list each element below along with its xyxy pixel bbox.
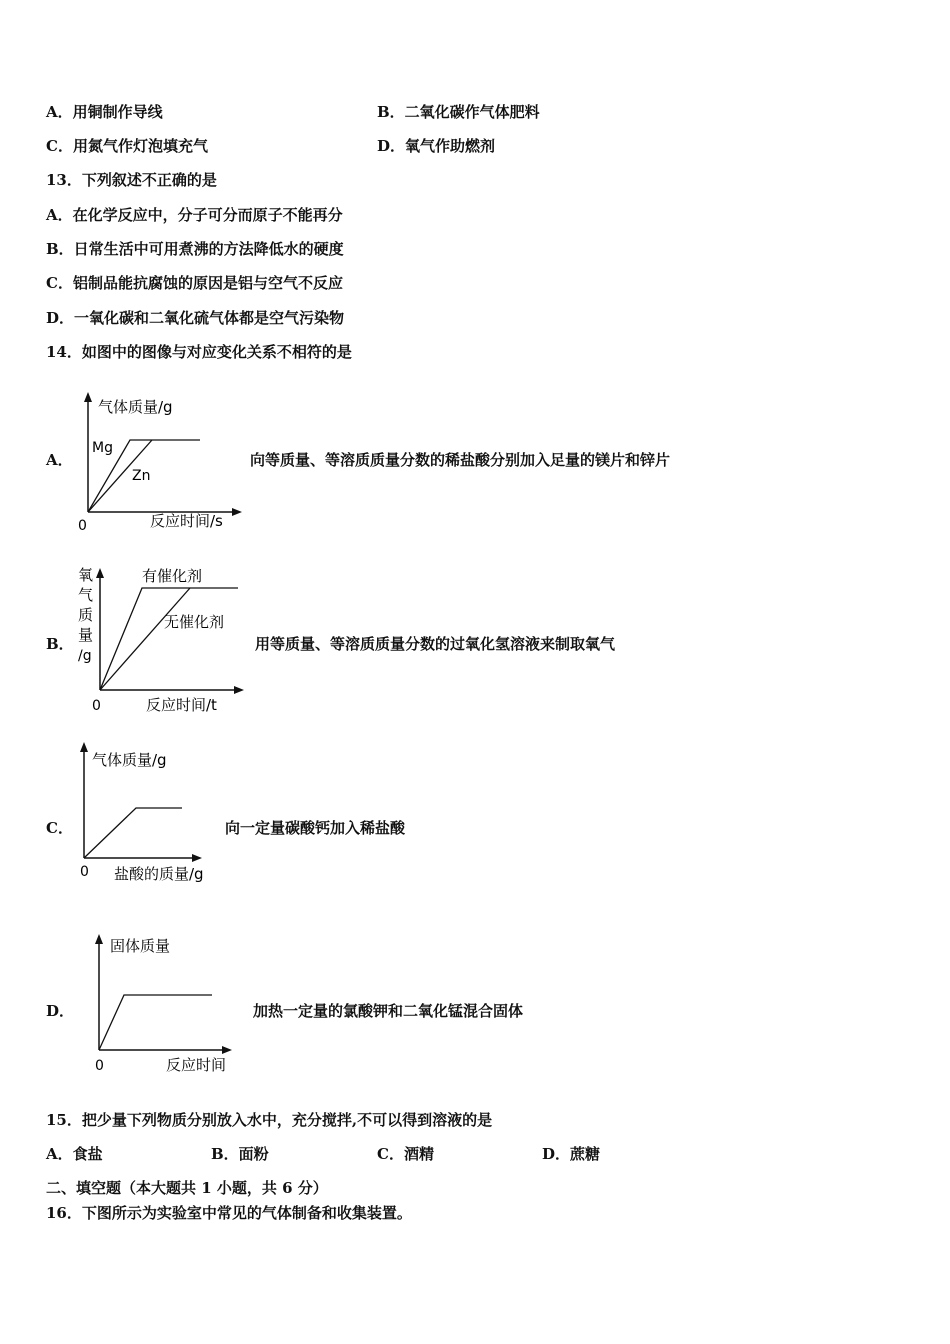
chart-a-y-arrow: [84, 392, 92, 402]
chart-a-x-arrow: [232, 508, 242, 516]
q16-stem: 16．下图所示为实验室中常见的气体制备和收集装置。: [46, 1204, 412, 1222]
chart-d-curve: [99, 995, 212, 1050]
chart-b-ylabel-1: 氧: [78, 566, 94, 584]
chart-b-y-arrow: [96, 568, 104, 578]
q14-stem: 14．如图中的图像与对应变化关系不相符的是: [46, 343, 352, 361]
q14-option-c-desc: 向一定量碳酸钙加入稀盐酸: [225, 819, 406, 837]
chart-b-ylabel-2: 气: [78, 586, 94, 604]
q12-option-b: B．二氧化碳作气体肥料: [377, 103, 540, 121]
q14-option-d-label: D．: [46, 1002, 75, 1020]
q13-option-b: B．日常生活中可用煮沸的方法降低水的硬度: [46, 240, 344, 258]
q15-option-d: D．蔗糖: [542, 1145, 601, 1163]
chart-b-origin: 0: [92, 698, 101, 714]
q12-option-c: C．用氮气作灯泡填充气: [46, 137, 208, 155]
chart-b-xlabel: 反应时间/t: [146, 696, 217, 714]
q13-option-d: D．一氧化碳和二氧化硫气体都是空气污染物: [46, 309, 345, 327]
chart-d-x-arrow: [222, 1046, 232, 1054]
chart-b-no-catalyst-label: 无催化剂: [164, 613, 225, 631]
chart-c-origin: 0: [80, 864, 89, 880]
q15-option-b: B．面粉: [211, 1145, 269, 1163]
q14-chart-a: [70, 390, 260, 540]
q15-option-c: C．酒精: [377, 1145, 434, 1163]
chart-b-catalyst-curve: [100, 588, 238, 690]
q14-option-b-label: B．: [46, 635, 74, 653]
chart-c-x-arrow: [192, 854, 202, 862]
chart-c-ylabel: 气体质量/g: [92, 751, 167, 769]
chart-a-mg-label: Mg: [92, 440, 113, 456]
chart-b-catalyst-label: 有催化剂: [142, 567, 203, 585]
q14-chart-b: [70, 560, 260, 720]
q15-option-a: A．食盐: [46, 1145, 103, 1163]
chart-c-curve: [84, 808, 182, 858]
chart-c-xlabel: 盐酸的质量/g: [114, 865, 204, 883]
q13-option-a: A．在化学反应中，分子可分而原子不能再分: [46, 206, 343, 224]
q14-option-d-desc: 加热一定量的氯酸钾和二氧化锰混合固体: [253, 1002, 524, 1020]
q14-option-b-desc: 用等质量、等溶质质量分数的过氧化氢溶液来制取氧气: [255, 635, 616, 653]
chart-c-y-arrow: [80, 742, 88, 752]
chart-b-ylabel-3: 质: [78, 606, 94, 624]
q14-option-a-desc: 向等质量、等溶质质量分数的稀盐酸分别加入足量的镁片和锌片: [250, 451, 671, 469]
q14-option-c-label: C．: [46, 819, 73, 837]
chart-b-ylabel-4: 量: [78, 626, 94, 644]
chart-b-x-arrow: [234, 686, 244, 694]
q15-stem: 15．把少量下列物质分别放入水中，充分搅拌,不可以得到溶液的是: [46, 1111, 493, 1129]
chart-d-ylabel: 固体质量: [110, 937, 171, 955]
chart-b-no-catalyst-curve: [100, 588, 190, 690]
q12-option-d: D．氧气作助燃剂: [377, 137, 496, 155]
q12-option-a: A．用铜制作导线: [46, 103, 163, 121]
chart-d-origin: 0: [95, 1058, 104, 1074]
q13-stem: 13．下列叙述不正确的是: [46, 171, 217, 189]
chart-a-ylabel: 气体质量/g: [98, 398, 173, 416]
chart-b-ylabel-5: /g: [78, 648, 92, 664]
q14-chart-c: [70, 738, 230, 888]
chart-a-zn-label: Zn: [132, 468, 151, 484]
q14-option-a-label: A．: [46, 451, 73, 469]
q13-option-c: C．铝制品能抗腐蚀的原因是铝与空气不反应: [46, 274, 343, 292]
chart-d-xlabel: 反应时间: [166, 1056, 227, 1074]
q14-chart-d: [80, 928, 250, 1078]
section2-heading: 二、填空题（本大题共 1 小题，共 6 分）: [46, 1179, 328, 1197]
chart-a-xlabel: 反应时间/s: [150, 512, 223, 530]
chart-a-origin: 0: [78, 518, 87, 534]
chart-d-y-arrow: [95, 934, 103, 944]
